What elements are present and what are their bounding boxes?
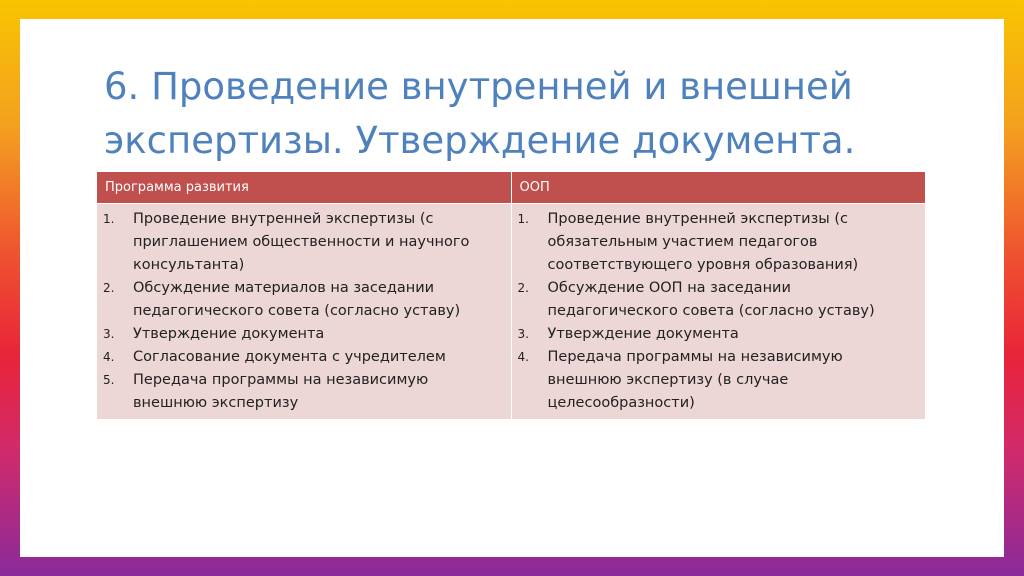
item-text: Обсуждение материалов на заседании педагогического совета (согласно уставу): [133, 280, 461, 319]
item-number: 1.: [103, 212, 115, 226]
item-text: Проведение внутренней экспертизы (с обязательным участием педагогов соответствующего уровня образования): [547, 211, 859, 273]
item-text: Согласование документа с учредителем: [133, 349, 446, 365]
item-number: 4.: [103, 350, 115, 364]
list-item: [101, 208, 503, 277]
item-number: 4.: [517, 350, 529, 364]
cell-program-steps: [97, 204, 511, 420]
item-text: Проведение внутренней экспертизы (с приглашением общественности и научного консультанта): [133, 211, 470, 273]
item-text: Передача программы на независимую внешнюю экспертизу: [133, 372, 429, 411]
table-row: [97, 204, 925, 420]
item-number: 5.: [103, 373, 115, 387]
list-item: [101, 369, 503, 415]
program-steps-list: [101, 208, 503, 415]
list-item: [516, 208, 918, 277]
item-text: Передача программы на независимую внешнюю экспертизу (в случае целесообразности): [547, 349, 843, 411]
item-text: Утверждение документа: [547, 326, 739, 342]
item-number: 3.: [103, 327, 115, 341]
item-number: 2.: [103, 281, 115, 295]
list-item: [101, 277, 503, 323]
column-header-oop: ООП: [511, 172, 925, 204]
item-number: 3.: [517, 327, 529, 341]
list-item: [516, 346, 918, 415]
oop-steps-list: [516, 208, 918, 415]
list-item: [101, 346, 503, 369]
table-header-row: [97, 172, 925, 204]
list-item: [516, 323, 918, 346]
item-number: 2.: [517, 281, 529, 295]
item-text: Утверждение документа: [133, 326, 325, 342]
cell-oop-steps: [511, 204, 925, 420]
item-number: 1.: [517, 212, 529, 226]
column-header-program: Программа развития: [97, 172, 511, 204]
list-item: [101, 323, 503, 346]
item-text: Обсуждение ООП на заседании педагогического совета (согласно уставу): [547, 280, 875, 319]
comparison-table: [97, 172, 925, 419]
slide: [20, 19, 1004, 557]
slide-title: 6. Проведение внутренней и внешней экспертизы. Утверждение документа.: [104, 65, 856, 162]
list-item: [516, 277, 918, 323]
